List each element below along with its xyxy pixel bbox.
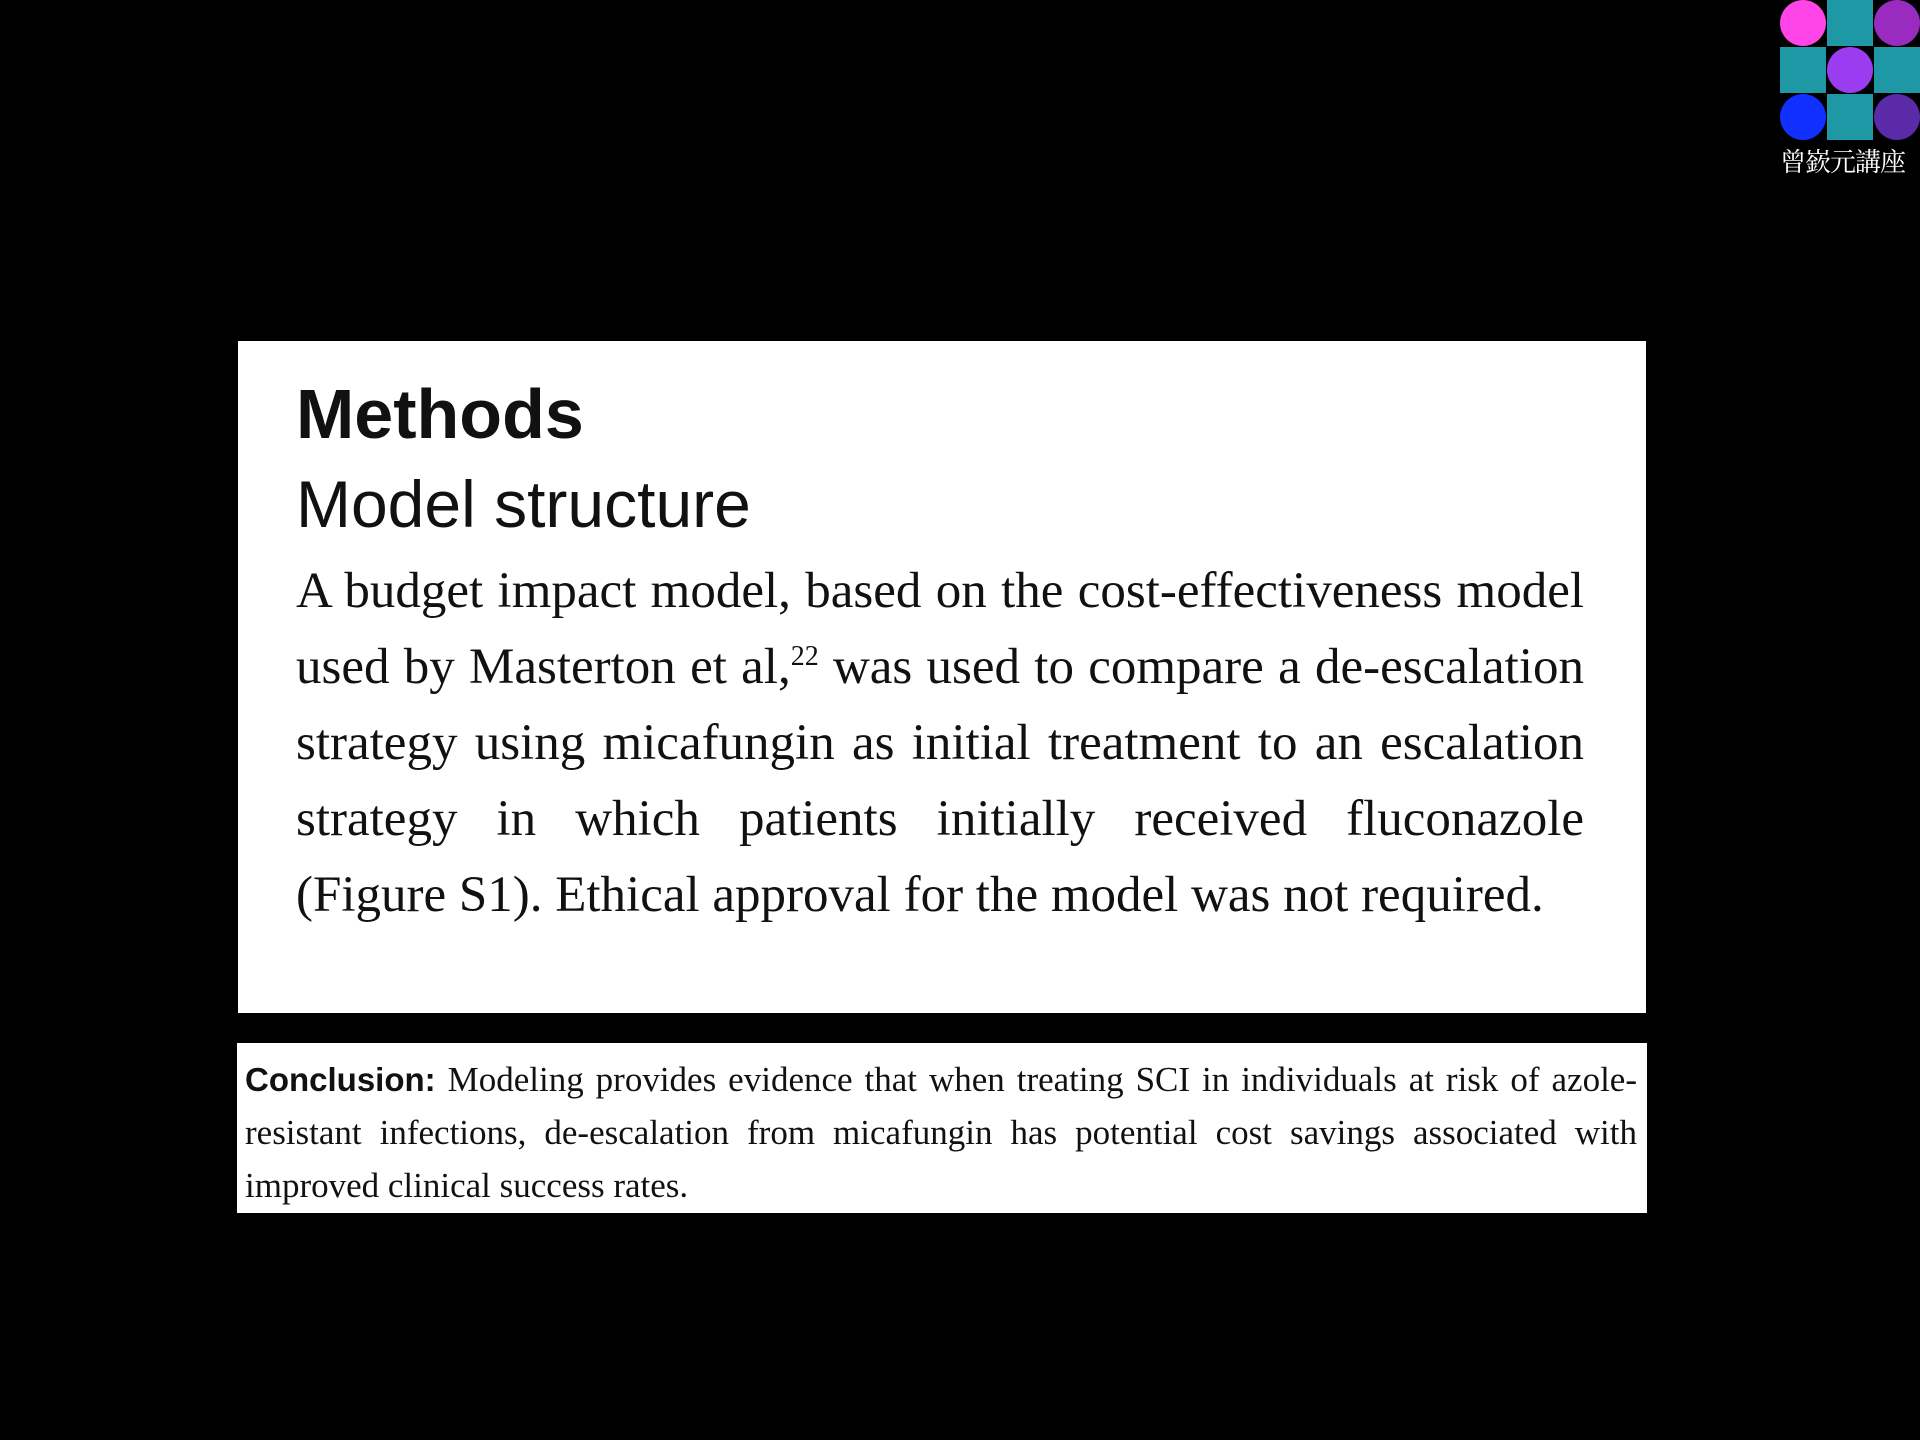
methods-text-part-2: was used to compare a de-escalation strategy using micafungin as initial treatment to an escalation strategy in which patients initially received fluconazole (Figure S1). Ethical approval for the model was not required. bbox=[296, 639, 1584, 923]
logo-grid bbox=[1780, 0, 1920, 140]
logo-cell-6 bbox=[1874, 47, 1920, 93]
logo-cell-2 bbox=[1827, 0, 1873, 46]
logo-cell-3 bbox=[1874, 0, 1920, 46]
model-structure-heading: Model structure bbox=[296, 467, 751, 541]
logo-text: 曾嶔元講座 bbox=[1780, 148, 1906, 178]
methods-text-part-1: A budget impact model, based on the cost-effectiveness model used by Masterton et al, bbox=[296, 563, 1584, 695]
methods-paragraph bbox=[296, 553, 1584, 933]
logo-cell-1 bbox=[1780, 0, 1826, 46]
logo-cell-4 bbox=[1780, 47, 1826, 93]
conclusion-label: Conclusion: bbox=[245, 1061, 436, 1098]
citation-superscript: 22 bbox=[790, 641, 819, 672]
conclusion-paragraph bbox=[245, 1053, 1637, 1212]
logo-cell-5 bbox=[1827, 47, 1873, 93]
logo-cell-9 bbox=[1874, 94, 1920, 140]
methods-heading: Methods bbox=[296, 375, 584, 453]
logo-cell-7 bbox=[1780, 94, 1826, 140]
logo-cell-8 bbox=[1827, 94, 1873, 140]
conclusion-text: Modeling provides evidence that when treating SCI in individuals at risk of azole-resistant infections, de-escalation from micafungin has potential cost savings associated with improved clinical success rates. bbox=[245, 1060, 1637, 1205]
methods-panel bbox=[238, 341, 1646, 1013]
lecture-logo bbox=[1780, 0, 1920, 180]
conclusion-panel bbox=[237, 1043, 1647, 1213]
